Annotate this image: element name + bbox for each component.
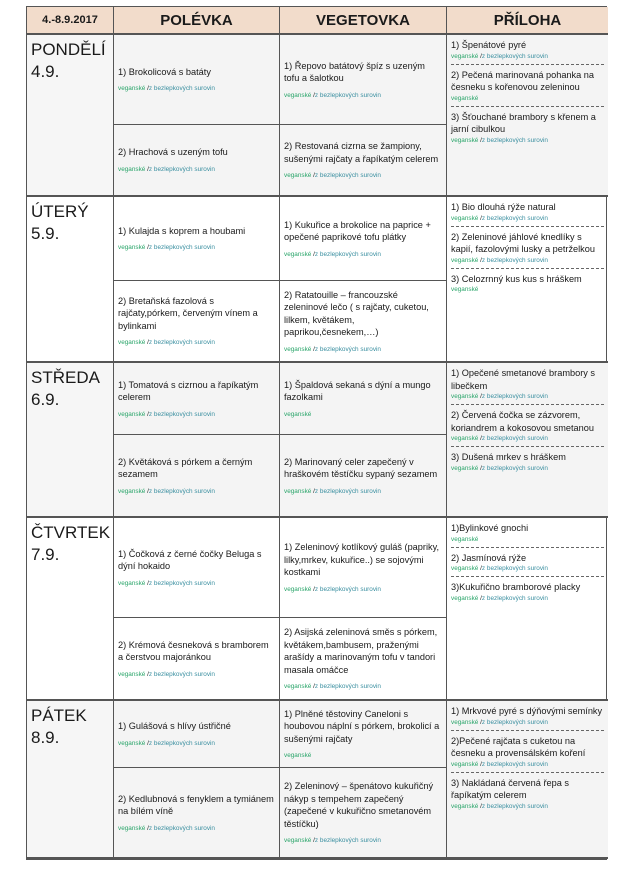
tag-separator: / [145,410,149,418]
diet-tags [451,535,604,544]
diet-tags [284,836,442,845]
soup-item [114,518,280,618]
vegan-tag: veganské [451,760,479,768]
diet-tags [284,585,442,594]
diet-tags [451,214,604,223]
gluten-free-tag: z bezlepkových surovin [481,718,548,726]
day-label [27,197,114,363]
side-dish-item [451,69,604,103]
gluten-free-tag: z bezlepkových surovin [481,393,548,400]
diet-tags [451,285,604,294]
dashed-divider [451,404,604,405]
gluten-free-tag: z bezlepkových surovin [314,172,381,179]
diet-tags [118,487,275,496]
vegetovka-item [280,768,447,859]
gluten-free-tag: z bezlepkových surovin [148,244,215,252]
diet-tags [451,464,604,473]
tag-separator: / [145,487,149,495]
diet-tags [118,410,275,419]
day-name: PONDĚLÍ [31,40,106,59]
side-dish-name: 1)Bylinkové gnochi [451,523,529,533]
tag-separator: / [478,718,482,726]
side-dish-name: 2) Jasmínová rýže [451,552,527,563]
diet-tags [284,682,442,691]
diet-tags [118,739,275,748]
vegetovka-item [280,435,447,518]
side-dish-name: 2) Pečená marinovaná pohanka na česneku s kořenovou zeleninou [451,69,595,92]
vegan-tag: veganské [118,487,146,495]
vegan-tag: veganské [284,487,312,495]
side-dish-name: 2)Pečené rajčata s cuketou na česneku a provensálském koření [451,735,586,758]
vegan-tag: veganské [451,435,479,442]
diet-tags [118,670,275,679]
vegan-tag: veganské [284,683,312,690]
side-dish-name: 1) Opečené smetanové brambory s libečkem [451,368,596,391]
tag-separator: / [478,393,482,400]
vegan-tag: veganské [118,739,146,747]
vegetovka-item [280,35,447,125]
vegan-tag: veganské [284,250,312,258]
gluten-free-tag: z bezlepkových surovin [148,579,215,587]
tag-separator: / [145,579,149,587]
tag-separator: / [145,739,149,747]
tag-separator: / [311,250,315,258]
gluten-free-tag: z bezlepkových surovin [148,165,215,173]
vegetovka-name: 2) Ratatouille – francouzské zeleninové lečo ( s rajčaty, cuketou, lilkem, květákem, paprikou,česnekem,…) [284,289,429,337]
diet-tags [451,136,604,145]
diet-tags [118,243,275,252]
vegan-tag: veganské [118,410,146,418]
diet-tags [451,802,604,811]
side-dish-item [451,581,604,603]
vegetovka-name: 1) Řepovo batátový špíz s uzeným tofu a šalotkou [284,60,425,83]
diet-tags [451,94,604,103]
soup-item [114,363,280,435]
soup-name: 1) Gulášová s hlívy ústřičné [118,721,231,732]
vegetovka-name: 2) Asijská zeleninová směs s pórkem, květákem,bambusem, praženými arašídy a marinovaným tofu v tandori masala omáčce [284,627,438,675]
dashed-divider [451,772,604,773]
gluten-free-tag: z bezlepkových surovin [481,214,548,222]
vegan-tag: veganské [284,837,312,844]
gluten-free-tag: z bezlepkových surovin [314,837,381,844]
side-dish-item [451,522,604,544]
vegan-tag: veganské [284,585,312,593]
gluten-free-tag: z bezlepkových surovin [481,594,548,602]
soup-item [114,768,280,859]
vegan-tag: veganské [118,85,146,93]
weekly-menu-table [26,6,607,860]
diet-tags [451,52,604,61]
soup-item [114,701,280,768]
diet-tags [284,751,442,760]
day-label [27,518,114,701]
vegetovka-name: 1) Špaldová sekaná s dýní a mungo fazolkami [284,379,431,402]
day-label [27,363,114,518]
day-name: STŘEDA [31,368,100,387]
dashed-divider [451,64,604,65]
side-dish-item [451,201,604,223]
vegan-tag: veganské [451,565,479,572]
tag-separator: / [145,244,149,252]
vegetovka-item [280,618,447,701]
side-dish-list [447,363,608,518]
side-dish-item [451,552,604,574]
diet-tags [284,250,442,259]
dashed-divider [451,446,604,447]
soup-item [114,35,280,125]
tag-separator: / [478,435,482,442]
column-header-vegetovka: VEGETOVKA [280,7,447,35]
tag-separator: / [145,165,149,173]
vegan-tag: veganské [118,579,146,587]
gluten-free-tag: z bezlepkových surovin [314,683,381,690]
diet-tags [284,487,442,496]
side-dish-name: 1) Mrkvové pyré s dýňovými semínky [451,706,603,716]
vegan-tag: veganské [284,172,312,179]
side-dish-list [447,518,608,701]
vegan-tag: veganské [451,136,479,144]
gluten-free-tag: z bezlepkových surovin [481,464,548,472]
side-dish-item [451,451,604,473]
day-label [27,701,114,859]
side-dish-list [447,197,608,363]
vegetovka-name: 2) Marinovaný celer zapečený v hraškovém těstíčku sypaný sezamem [284,456,438,479]
vegetovka-name: 2) Restovaná cizrna se žampiony, sušenými rajčaty a řapíkatým celerem [284,141,439,164]
vegan-tag: veganské [118,339,146,347]
vegan-tag: veganské [451,256,479,264]
vegan-tag: veganské [118,165,146,173]
vegetovka-item [280,701,447,768]
vegan-tag: veganské [118,244,146,252]
gluten-free-tag: z bezlepkových surovin [148,339,215,347]
gluten-free-tag: z bezlepkových surovin [314,585,381,593]
soup-name: 1) Kulajda s koprem a houbami [118,225,246,236]
gluten-free-tag: z bezlepkových surovin [481,565,548,572]
vegetovka-item [280,363,447,435]
gluten-free-tag: z bezlepkových surovin [148,670,215,678]
column-header-side: PŘÍLOHA [447,7,608,35]
soup-item [114,281,280,363]
diet-tags [118,824,275,833]
tag-separator: / [478,256,482,264]
tag-separator: / [145,85,149,93]
diet-tags [284,345,442,354]
tag-separator: / [478,802,482,810]
side-dish-item [451,777,604,811]
side-dish-item [451,705,604,727]
vegan-tag: veganské [451,393,479,400]
diet-tags [118,338,275,347]
day-name: ČTVRTEK [31,523,111,542]
soup-name: 2) Krémová česneková s bramborem a čerstvou majoránkou [118,639,269,662]
soup-name: 2) Květáková s pórkem a černým sezamem [118,456,253,479]
side-dish-name: 3) Šťouchané brambory s křenem a jarní cibulkou [451,111,596,134]
dashed-divider [451,730,604,731]
vegetovka-item [280,518,447,618]
vegan-tag: veganské [118,824,146,832]
vegan-tag: veganské [451,535,479,543]
tag-separator: / [145,670,149,678]
side-dish-name: 1) Špenátové pyré [451,40,527,50]
gluten-free-tag: z bezlepkových surovin [148,410,215,418]
vegan-tag: veganské [451,52,479,60]
tag-separator: / [311,345,315,353]
vegetovka-item [280,281,447,363]
soup-name: 2) Hrachová s uzeným tofu [118,147,228,158]
dashed-divider [451,106,604,107]
day-date: 8.9. [31,728,60,747]
gluten-free-tag: z bezlepkových surovin [314,91,381,99]
tag-separator: / [145,824,149,832]
day-date: 7.9. [31,545,60,564]
day-label [27,35,114,197]
tag-separator: / [478,594,482,602]
side-dish-name: 3) Nakládaná červená řepa s řapíkatým celerem [451,777,569,800]
vegan-tag: veganské [284,91,312,99]
side-dish-item [451,273,604,295]
gluten-free-tag: z bezlepkových surovin [481,52,548,60]
vegan-tag: veganské [118,670,146,678]
soup-name: 2) Kedlubnová s fenyklem a tymiánem na bílém víně [118,793,274,816]
diet-tags [451,564,604,573]
tag-separator: / [478,565,482,572]
diet-tags [284,91,442,100]
vegan-tag: veganské [451,214,479,222]
vegetovka-name: 2) Zeleninový – špenátovo kukuřičný nákyp s tempehem zapečený (zapečené v kukuřično smetanovém těstíčku) [284,781,434,829]
gluten-free-tag: z bezlepkových surovin [314,345,381,353]
tag-separator: / [311,91,315,99]
tag-separator: / [145,339,149,347]
tag-separator: / [311,487,315,495]
side-dish-list [447,35,608,197]
side-dish-name: 3)Kukuřično bramborové placky [451,582,581,592]
side-dish-name: 1) Bio dlouhá rýže natural [451,202,556,212]
side-dish-item [451,735,604,769]
gluten-free-tag: z bezlepkových surovin [481,760,548,768]
tag-separator: / [478,136,482,144]
dashed-divider [451,547,604,548]
diet-tags [451,392,604,401]
vegan-tag: veganské [451,594,479,602]
vegetovka-name: 1) Plněné těstoviny Caneloni s houbovou náplní s pórkem, brokolicí a sušenými rajčaty [284,708,440,744]
day-date: 5.9. [31,224,60,243]
side-dish-name: 2) Zeleninové jáhlové knedlíky s kapií, fazolovými lusky a petrželkou [451,231,595,254]
vegetovka-name: 1) Zeleninový kotlíkový guláš (papriky, lilky,mrkev, kukuřice..) se sojovými kostkami [284,542,440,578]
gluten-free-tag: z bezlepkových surovin [481,256,548,264]
vegetovka-item [280,197,447,281]
diet-tags [284,171,442,180]
dashed-divider [451,576,604,577]
gluten-free-tag: z bezlepkových surovin [481,136,548,144]
gluten-free-tag: z bezlepkových surovin [481,435,548,442]
dashed-divider [451,268,604,269]
vegetovka-item [280,125,447,197]
diet-tags [118,84,275,93]
gluten-free-tag: z bezlepkových surovin [148,824,215,832]
vegetovka-name: 1) Kukuřice a brokolice na paprice + opečené paprikové tofu plátky [284,219,431,242]
vegan-tag: veganské [451,286,479,293]
tag-separator: / [478,52,482,60]
gluten-free-tag: z bezlepkových surovin [314,250,381,258]
diet-tags [284,410,442,419]
column-header-soup: POLÉVKA [114,7,280,35]
diet-tags [451,256,604,265]
side-dish-item [451,367,604,401]
soup-item [114,435,280,518]
tag-separator: / [478,464,482,472]
vegan-tag: veganské [451,464,479,472]
soup-name: 1) Tomatová s cizrnou a řapíkatým celerem [118,379,259,402]
vegan-tag: veganské [451,802,479,810]
tag-separator: / [311,837,315,844]
soup-name: 1) Brokolicová s batáty [118,66,211,77]
soup-item [114,618,280,701]
vegan-tag: veganské [451,94,479,102]
diet-tags [451,718,604,727]
diet-tags [451,594,604,603]
soup-item [114,125,280,197]
soup-name: 1) Čočková z černé čočky Beluga s dýní hokaido [118,548,262,571]
gluten-free-tag: z bezlepkových surovin [148,739,215,747]
gluten-free-tag: z bezlepkových surovin [148,85,215,93]
side-dish-item [451,409,604,443]
day-name: PÁTEK [31,706,87,725]
tag-separator: / [478,214,482,222]
vegan-tag: veganské [451,718,479,726]
diet-tags [118,165,275,174]
side-dish-name: 3) Celozrnný kus kus s hráškem [451,273,582,284]
soup-item [114,197,280,281]
soup-name: 2) Bretaňská fazolová s rajčaty,pórkem, červeným vínem a bylinkami [118,295,258,331]
vegan-tag: veganské [284,752,312,760]
diet-tags [118,579,275,588]
day-name: ÚTERÝ [31,202,89,221]
side-dish-item [451,39,604,61]
date-range-header: 4.-8.9.2017 [27,7,114,35]
diet-tags [451,760,604,769]
day-date: 4.9. [31,62,60,81]
tag-separator: / [311,172,315,179]
gluten-free-tag: z bezlepkových surovin [481,802,548,810]
tag-separator: / [478,760,482,768]
vegan-tag: veganské [284,410,312,418]
day-date: 6.9. [31,390,60,409]
side-dish-name: 3) Dušená mrkev s hráškem [451,452,566,462]
vegan-tag: veganské [284,345,312,353]
gluten-free-tag: z bezlepkových surovin [314,487,381,495]
diet-tags [451,434,604,443]
side-dish-name: 2) Červená čočka se zázvorem, koriandrem a kokosovou smetanou [451,410,594,433]
gluten-free-tag: z bezlepkových surovin [148,487,215,495]
tag-separator: / [311,585,315,593]
tag-separator: / [311,683,315,690]
side-dish-item [451,231,604,265]
side-dish-list [447,701,608,859]
dashed-divider [451,226,604,227]
side-dish-item [451,111,604,145]
